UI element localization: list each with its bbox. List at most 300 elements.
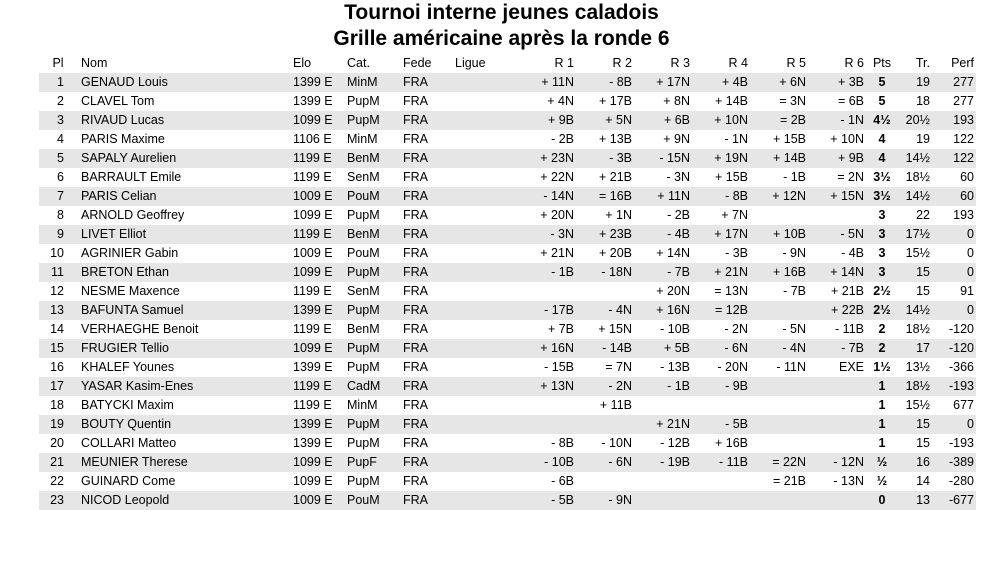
cell-elo: 1199 E xyxy=(290,168,347,187)
cell-r4 xyxy=(693,491,751,510)
cell-tr: 15½ xyxy=(897,396,938,415)
header-pts: Pts xyxy=(872,56,892,70)
cell-cat: PupM xyxy=(347,339,403,358)
cell-r4: = 12B xyxy=(693,301,751,320)
cell-r6: - 5N xyxy=(809,225,867,244)
cell-fede: FRA xyxy=(403,92,455,111)
cell-pts: 5 xyxy=(867,92,897,111)
cell-r4: - 11B xyxy=(693,453,751,472)
table-row xyxy=(39,301,976,320)
header-perf: Perf xyxy=(951,56,974,70)
cell-tr: 19 xyxy=(897,73,938,92)
cell-r2: - 6N xyxy=(577,453,635,472)
cell-pts: 5 xyxy=(867,73,897,92)
cell-r2: + 5N xyxy=(577,111,635,130)
cell-tr: 18½ xyxy=(897,168,938,187)
table-row xyxy=(39,282,976,301)
cell-nom: COLLARI Matteo xyxy=(77,434,290,453)
cell-r1: - 5B xyxy=(519,491,577,510)
cell-perf: 193 xyxy=(938,206,976,225)
cell-r4 xyxy=(693,472,751,491)
cell-r4: - 6N xyxy=(693,339,751,358)
cell-r2: + 15N xyxy=(577,320,635,339)
cell-r5: - 4N xyxy=(751,339,809,358)
cell-elo: 1199 E xyxy=(290,320,347,339)
header-r6: R 6 xyxy=(844,56,864,70)
cell-ligue xyxy=(455,130,519,149)
cell-pl: 11 xyxy=(39,263,77,282)
table-row xyxy=(39,244,976,263)
cell-r5: = 21B xyxy=(751,472,809,491)
cell-r1 xyxy=(519,282,577,301)
cell-ligue xyxy=(455,358,519,377)
cell-nom: ARNOLD Geoffrey xyxy=(77,206,290,225)
cell-fede: FRA xyxy=(403,111,455,130)
cell-r4: + 17N xyxy=(693,225,751,244)
cell-r1: - 3N xyxy=(519,225,577,244)
cell-r4: + 15B xyxy=(693,168,751,187)
cell-fede: FRA xyxy=(403,339,455,358)
cell-cat: PupM xyxy=(347,301,403,320)
cell-elo: 1399 E xyxy=(290,301,347,320)
header-row xyxy=(39,54,976,73)
cell-fede: FRA xyxy=(403,73,455,92)
cell-r4: - 5B xyxy=(693,415,751,434)
title-block xyxy=(0,0,1003,52)
cell-fede: FRA xyxy=(403,149,455,168)
cell-r6: + 3B xyxy=(809,73,867,92)
cell-r3: - 13B xyxy=(635,358,693,377)
cell-pl: 23 xyxy=(39,491,77,510)
cell-perf: 122 xyxy=(938,130,976,149)
cell-r3: + 11N xyxy=(635,187,693,206)
cell-cat: PupM xyxy=(347,111,403,130)
header-r3: R 3 xyxy=(670,56,690,70)
cell-r4: - 8B xyxy=(693,187,751,206)
cell-r3: - 3N xyxy=(635,168,693,187)
cell-elo: 1399 E xyxy=(290,434,347,453)
cell-pts: ½ xyxy=(867,453,897,472)
table-row xyxy=(39,206,976,225)
cell-r6 xyxy=(809,396,867,415)
cell-elo: 1399 E xyxy=(290,415,347,434)
cell-fede: FRA xyxy=(403,472,455,491)
cell-pl: 19 xyxy=(39,415,77,434)
cell-r3: - 2B xyxy=(635,206,693,225)
cell-r2: + 17B xyxy=(577,92,635,111)
cell-cat: BenM xyxy=(347,149,403,168)
cell-pl: 1 xyxy=(39,73,77,92)
cell-pl: 17 xyxy=(39,377,77,396)
cell-elo: 1099 E xyxy=(290,339,347,358)
table-row xyxy=(39,339,976,358)
cell-r5: = 3N xyxy=(751,92,809,111)
cell-pl: 7 xyxy=(39,187,77,206)
cell-nom: VERHAEGHE Benoit xyxy=(77,320,290,339)
cell-r3: - 1B xyxy=(635,377,693,396)
cell-pl: 13 xyxy=(39,301,77,320)
cell-r1: + 4N xyxy=(519,92,577,111)
cell-r5: - 11N xyxy=(751,358,809,377)
cell-cat: PupM xyxy=(347,358,403,377)
cell-r1: + 22N xyxy=(519,168,577,187)
cell-r4: + 7N xyxy=(693,206,751,225)
cell-r2: - 18N xyxy=(577,263,635,282)
cell-elo: 1099 E xyxy=(290,206,347,225)
cell-fede: FRA xyxy=(403,396,455,415)
cell-nom: NESME Maxence xyxy=(77,282,290,301)
cell-r5: = 22N xyxy=(751,453,809,472)
cell-r3: + 8N xyxy=(635,92,693,111)
cell-r4: + 21N xyxy=(693,263,751,282)
cell-elo: 1199 E xyxy=(290,377,347,396)
cell-r4: + 10N xyxy=(693,111,751,130)
cell-fede: FRA xyxy=(403,491,455,510)
cell-r6: - 1N xyxy=(809,111,867,130)
table-row xyxy=(39,168,976,187)
cell-pts: 1 xyxy=(867,377,897,396)
cell-pts: 3 xyxy=(867,263,897,282)
header-r4: R 4 xyxy=(728,56,748,70)
cell-r2: = 7N xyxy=(577,358,635,377)
cell-elo: 1199 E xyxy=(290,149,347,168)
cell-cat: PouM xyxy=(347,491,403,510)
cell-nom: SAPALY Aurelien xyxy=(77,149,290,168)
table-row xyxy=(39,111,976,130)
cell-r2: + 20B xyxy=(577,244,635,263)
cell-cat: BenM xyxy=(347,225,403,244)
table-row xyxy=(39,225,976,244)
cell-r1: + 11N xyxy=(519,73,577,92)
table-row xyxy=(39,415,976,434)
table-row xyxy=(39,73,976,92)
header-tr: Tr. xyxy=(915,56,930,70)
cell-pl: 22 xyxy=(39,472,77,491)
cell-pts: 3½ xyxy=(867,168,897,187)
cell-pl: 21 xyxy=(39,453,77,472)
table-row xyxy=(39,491,976,510)
cell-ligue xyxy=(455,339,519,358)
cell-pl: 6 xyxy=(39,168,77,187)
cell-pts: 3 xyxy=(867,244,897,263)
cell-fede: FRA xyxy=(403,168,455,187)
cell-r5: + 10B xyxy=(751,225,809,244)
cell-r4: = 13N xyxy=(693,282,751,301)
cell-r1: + 16N xyxy=(519,339,577,358)
cell-pts: 4 xyxy=(867,130,897,149)
cell-r5: = 2B xyxy=(751,111,809,130)
cell-tr: 19 xyxy=(897,130,938,149)
cell-elo: 1009 E xyxy=(290,244,347,263)
cell-nom: YASAR Kasim-Enes xyxy=(77,377,290,396)
cell-perf: 193 xyxy=(938,111,976,130)
cell-tr: 14½ xyxy=(897,301,938,320)
cell-r6: + 14N xyxy=(809,263,867,282)
cell-r2: - 4N xyxy=(577,301,635,320)
cell-r2: = 16B xyxy=(577,187,635,206)
cell-tr: 16 xyxy=(897,453,938,472)
cell-r2: - 3B xyxy=(577,149,635,168)
cell-tr: 14½ xyxy=(897,187,938,206)
cell-elo: 1199 E xyxy=(290,282,347,301)
cell-r5 xyxy=(751,415,809,434)
header-r5: R 5 xyxy=(786,56,806,70)
cell-perf: 677 xyxy=(938,396,976,415)
cell-ligue xyxy=(455,415,519,434)
cell-tr: 13 xyxy=(897,491,938,510)
cell-r2 xyxy=(577,472,635,491)
cell-cat: PupM xyxy=(347,415,403,434)
cell-r5: - 1B xyxy=(751,168,809,187)
cell-r3: + 6B xyxy=(635,111,693,130)
cell-pl: 4 xyxy=(39,130,77,149)
cell-r1: + 23N xyxy=(519,149,577,168)
cell-perf: 0 xyxy=(938,244,976,263)
cell-fede: FRA xyxy=(403,320,455,339)
cell-r3 xyxy=(635,491,693,510)
cell-pl: 8 xyxy=(39,206,77,225)
cell-r1: + 13N xyxy=(519,377,577,396)
cell-nom: BAFUNTA Samuel xyxy=(77,301,290,320)
cell-perf: 0 xyxy=(938,301,976,320)
cell-r5 xyxy=(751,434,809,453)
cell-pl: 12 xyxy=(39,282,77,301)
cell-r5: + 6N xyxy=(751,73,809,92)
cell-fede: FRA xyxy=(403,187,455,206)
table-row xyxy=(39,187,976,206)
cell-perf: -120 xyxy=(938,320,976,339)
cell-ligue xyxy=(455,377,519,396)
cell-r2: + 13B xyxy=(577,130,635,149)
cell-r6 xyxy=(809,206,867,225)
cell-pts: 4 xyxy=(867,149,897,168)
cell-tr: 15 xyxy=(897,282,938,301)
cell-nom: KHALEF Younes xyxy=(77,358,290,377)
header-elo: Elo xyxy=(293,56,312,70)
cell-nom: PARIS Maxime xyxy=(77,130,290,149)
cell-r6: + 21B xyxy=(809,282,867,301)
cell-fede: FRA xyxy=(403,244,455,263)
cell-fede: FRA xyxy=(403,225,455,244)
cell-pl: 5 xyxy=(39,149,77,168)
cell-cat: PouM xyxy=(347,244,403,263)
table-row xyxy=(39,472,976,491)
cell-pts: 0 xyxy=(867,491,897,510)
cell-r1: + 7B xyxy=(519,320,577,339)
cell-r1: - 14N xyxy=(519,187,577,206)
table-row xyxy=(39,358,976,377)
cell-r1 xyxy=(519,396,577,415)
cell-cat: PupF xyxy=(347,453,403,472)
cell-cat: BenM xyxy=(347,320,403,339)
cell-r5 xyxy=(751,377,809,396)
cell-ligue xyxy=(455,168,519,187)
cell-elo: 1099 E xyxy=(290,472,347,491)
cell-r4: - 2N xyxy=(693,320,751,339)
cell-r6: + 9B xyxy=(809,149,867,168)
cell-fede: FRA xyxy=(403,206,455,225)
cell-r3: - 4B xyxy=(635,225,693,244)
table-row xyxy=(39,130,976,149)
cell-ligue xyxy=(455,453,519,472)
cell-tr: 18 xyxy=(897,92,938,111)
cell-ligue xyxy=(455,472,519,491)
cell-r6 xyxy=(809,415,867,434)
cell-r3: + 20N xyxy=(635,282,693,301)
cell-fede: FRA xyxy=(403,301,455,320)
cell-ligue xyxy=(455,301,519,320)
cell-cat: PupM xyxy=(347,206,403,225)
page-title: Tournoi interne jeunes caladois xyxy=(344,1,659,24)
cell-tr: 18½ xyxy=(897,377,938,396)
cell-pl: 16 xyxy=(39,358,77,377)
cell-elo: 1199 E xyxy=(290,396,347,415)
cell-r5: - 7B xyxy=(751,282,809,301)
cell-perf: -389 xyxy=(938,453,976,472)
cell-r6 xyxy=(809,491,867,510)
cell-elo: 1399 E xyxy=(290,73,347,92)
cell-tr: 22 xyxy=(897,206,938,225)
cell-tr: 17½ xyxy=(897,225,938,244)
cell-pts: 1½ xyxy=(867,358,897,377)
cell-nom: GENAUD Louis xyxy=(77,73,290,92)
cell-tr: 13½ xyxy=(897,358,938,377)
cell-r3: + 5B xyxy=(635,339,693,358)
cell-r1: - 15B xyxy=(519,358,577,377)
cell-r1: - 10B xyxy=(519,453,577,472)
table-row xyxy=(39,396,976,415)
cell-pl: 3 xyxy=(39,111,77,130)
cell-ligue xyxy=(455,263,519,282)
cell-cat: PupM xyxy=(347,92,403,111)
cell-nom: BOUTY Quentin xyxy=(77,415,290,434)
cell-elo: 1106 E xyxy=(290,130,347,149)
cell-perf: -193 xyxy=(938,377,976,396)
cell-r6: - 13N xyxy=(809,472,867,491)
cell-pts: 1 xyxy=(867,415,897,434)
cell-perf: 0 xyxy=(938,415,976,434)
cell-elo: 1009 E xyxy=(290,187,347,206)
cell-perf: -193 xyxy=(938,434,976,453)
cell-nom: LIVET Elliot xyxy=(77,225,290,244)
cell-r1: - 1B xyxy=(519,263,577,282)
cell-nom: NICOD Leopold xyxy=(77,491,290,510)
header-r1: R 1 xyxy=(554,56,574,70)
cell-fede: FRA xyxy=(403,434,455,453)
cell-r3 xyxy=(635,396,693,415)
cell-nom: BARRAULT Emile xyxy=(77,168,290,187)
cell-ligue xyxy=(455,244,519,263)
page-subtitle: Grille américaine après la ronde 6 xyxy=(333,27,670,50)
cell-perf: 91 xyxy=(938,282,976,301)
cell-r6: + 10N xyxy=(809,130,867,149)
cell-r6: + 22B xyxy=(809,301,867,320)
cell-nom: CLAVEL Tom xyxy=(77,92,290,111)
cell-r6 xyxy=(809,434,867,453)
cell-r4: - 3B xyxy=(693,244,751,263)
cell-perf: -366 xyxy=(938,358,976,377)
cell-cat: SenM xyxy=(347,168,403,187)
cell-r2 xyxy=(577,282,635,301)
cell-elo: 1199 E xyxy=(290,225,347,244)
header-nom: Nom xyxy=(81,56,108,70)
cell-r2 xyxy=(577,415,635,434)
cell-r5: - 5N xyxy=(751,320,809,339)
cell-r1: + 21N xyxy=(519,244,577,263)
table-row xyxy=(39,377,976,396)
header-r2: R 2 xyxy=(612,56,632,70)
cell-r3 xyxy=(635,472,693,491)
cell-pts: 2 xyxy=(867,320,897,339)
cell-r4: - 9B xyxy=(693,377,751,396)
cell-tr: 15 xyxy=(897,263,938,282)
cell-r1: - 2B xyxy=(519,130,577,149)
cell-tr: 15 xyxy=(897,434,938,453)
cell-r1: + 9B xyxy=(519,111,577,130)
cell-r3: - 19B xyxy=(635,453,693,472)
cell-r1: + 20N xyxy=(519,206,577,225)
cell-r3: - 12B xyxy=(635,434,693,453)
cell-ligue xyxy=(455,434,519,453)
cell-ligue xyxy=(455,92,519,111)
cell-pl: 10 xyxy=(39,244,77,263)
header-pl: Pl xyxy=(52,56,64,70)
cell-r5: + 12N xyxy=(751,187,809,206)
cell-r4: + 14B xyxy=(693,92,751,111)
cell-perf: 60 xyxy=(938,187,976,206)
cell-r4: + 16B xyxy=(693,434,751,453)
cell-r2: - 10N xyxy=(577,434,635,453)
cell-r2: + 11B xyxy=(577,396,635,415)
cell-r1: - 8B xyxy=(519,434,577,453)
cell-pts: 1 xyxy=(867,396,897,415)
cell-tr: 17 xyxy=(897,339,938,358)
cell-r4: - 1N xyxy=(693,130,751,149)
cell-nom: BRETON Ethan xyxy=(77,263,290,282)
cell-r3: + 21N xyxy=(635,415,693,434)
header-cat: Cat. xyxy=(347,56,370,70)
cell-r3: + 14N xyxy=(635,244,693,263)
cell-r5: + 16B xyxy=(751,263,809,282)
cell-elo: 1099 E xyxy=(290,111,347,130)
cell-elo: 1399 E xyxy=(290,92,347,111)
cell-cat: PouM xyxy=(347,187,403,206)
cell-tr: 18½ xyxy=(897,320,938,339)
cell-r5: - 9N xyxy=(751,244,809,263)
cell-r4: + 19N xyxy=(693,149,751,168)
cell-cat: MinM xyxy=(347,73,403,92)
cell-perf: 60 xyxy=(938,168,976,187)
cell-r2: - 14B xyxy=(577,339,635,358)
cell-r6: = 6B xyxy=(809,92,867,111)
cell-r5: + 14B xyxy=(751,149,809,168)
cell-perf: 0 xyxy=(938,263,976,282)
cell-nom: BATYCKI Maxim xyxy=(77,396,290,415)
cell-elo: 1099 E xyxy=(290,263,347,282)
table-row xyxy=(39,92,976,111)
cell-r2: + 1N xyxy=(577,206,635,225)
cell-nom: FRUGIER Tellio xyxy=(77,339,290,358)
cell-r5 xyxy=(751,301,809,320)
cell-cat: PupM xyxy=(347,472,403,491)
cell-nom: AGRINIER Gabin xyxy=(77,244,290,263)
cell-r3: - 10B xyxy=(635,320,693,339)
header-ligue: Ligue xyxy=(455,56,486,70)
cell-cat: SenM xyxy=(347,282,403,301)
cell-pts: 2½ xyxy=(867,282,897,301)
cell-elo: 1009 E xyxy=(290,491,347,510)
cell-nom: MEUNIER Therese xyxy=(77,453,290,472)
